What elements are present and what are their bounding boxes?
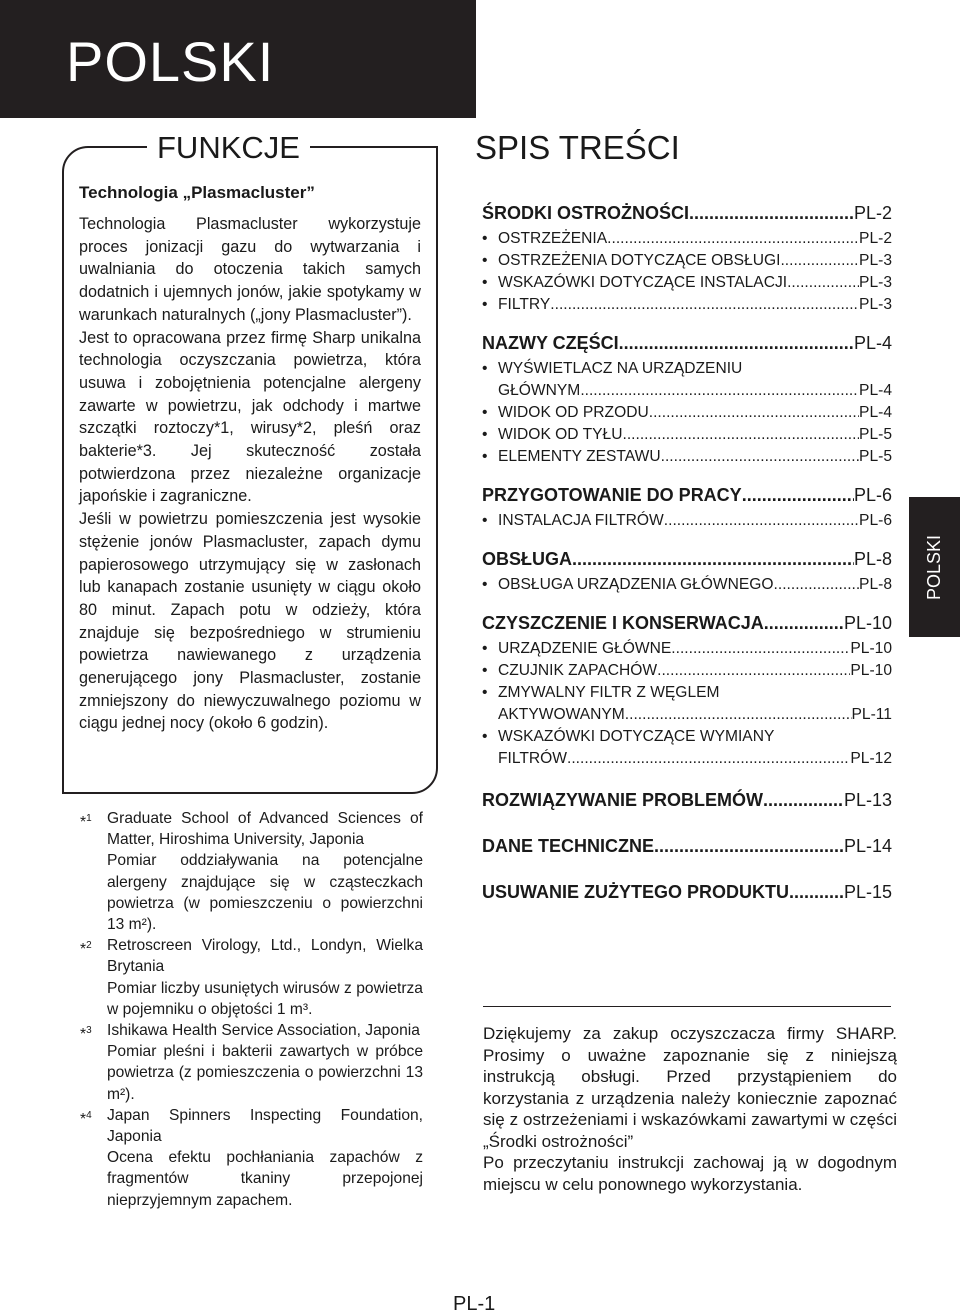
- toc-section: [482, 880, 892, 904]
- toc-page-number: PL-2: [853, 203, 892, 223]
- toc-subentry[interactable]: • OBSŁUGA URZĄDZENIA GŁÓWNEGO ..... PL-8: [482, 574, 892, 596]
- thank-you-note: [483, 1023, 897, 1195]
- toc-subentry-title: OSTRZEŻENIA: [498, 230, 608, 247]
- toc-page-number: PL-12: [850, 750, 892, 767]
- toc-page-number: PL-8: [853, 549, 892, 569]
- toc-entry[interactable]: [482, 834, 892, 858]
- toc-subentry[interactable]: • ELEMENTY ZESTAWU ..... PL-5: [482, 446, 892, 468]
- toc-entry[interactable]: [482, 547, 892, 571]
- toc-section: [482, 331, 892, 468]
- toc-page-number: PL-3: [859, 274, 892, 291]
- toc-page-number: PL-10: [850, 640, 892, 657]
- toc-entry[interactable]: [482, 483, 892, 507]
- toc-page-number: PL-3: [859, 252, 892, 269]
- footnote-marker: *$^1$: [80, 813, 92, 832]
- footnote-marker: *$^2$: [80, 940, 92, 959]
- features-heading: FUNKCJE: [147, 130, 310, 166]
- features-paragraph: Technologia Plasmacluster wykorzystuje proces jonizacji gazu do wytwarzania i uwalniania do otoczenia takich samych dodatnich i ujemnych jonów, jakie spotykamy w warunkach naturalnych („jony Plasmacluster”).: [79, 215, 421, 324]
- footnote-description: Pomiar pleśni i bakterii zawartych w próbce powietrza (z pomieszczenia o powierzchni 13 m²).: [107, 1043, 423, 1103]
- thank-you-paragraph: Dziękujemy za zakup oczyszczacza firmy SHARP. Prosimy o uważne zapoznanie się z niniejszą instrukcją obsługi. Przed przystąpieniem do korzystania z urządzenia należy koniecznie zapoznać się z ostrzeżeniami i wskazówkami zawartymi w części „Środki ostrożności”: [483, 1024, 897, 1151]
- toc-subentry[interactable]: • WIDOK OD TYŁU ..... PL-5: [482, 424, 892, 446]
- footnote-marker: *$^4$: [80, 1109, 92, 1129]
- toc-entry[interactable]: [482, 880, 892, 904]
- toc-subentry-title: AKTYWOWANYM: [498, 706, 625, 723]
- footnote-description: Pomiar oddziaływania na potencjalne alergeny znajdujące się w cząsteczkach powietrza (w pomieszczeniu o powierzchni 13 m²).: [107, 852, 423, 934]
- toc-subentry-title: FILTRY: [498, 296, 551, 313]
- footnote-description: Pomiar liczby usuniętych wirusów z powietrza w pojemniku o objętości 1 m³.: [107, 979, 423, 1018]
- footnote-description: Ocena efektu pochłaniania zapachów z fragmentów tkaniny przepojonej nieprzyjemnym zapachem.: [107, 1149, 423, 1209]
- footnote: [80, 1105, 423, 1211]
- footnote-organization: Retroscreen Virology, Ltd., Londyn, Wielka Brytania: [107, 937, 423, 976]
- toc-subentry-title: WSKAZÓWKI DOTYCZĄCE INSTALACJI: [498, 274, 788, 291]
- toc-subentry-title: OBSŁUGA URZĄDZENIA GŁÓWNEGO: [498, 576, 774, 593]
- toc-subentry[interactable]: • CZUJNIK ZAPACHÓW ..... PL-10: [482, 660, 892, 682]
- features-paragraph: Jest to opracowana przez firmę Sharp unikalna technologia oczyszczania powietrza, która usuwa i zobojętnienia potencjalne alergeny zawarte w powietrzu, jak odchody i martwe szczątki roztoczy*1, wirusy*2, pleśń oraz bakterie*3. Jej skuteczność została potwierdzona przez niezależne organizacje japońskie i zagraniczne.: [79, 328, 421, 506]
- toc-entry-title: DANE TECHNICZNE: [482, 836, 655, 856]
- toc-section: [482, 547, 892, 596]
- toc-subentry-title: WIDOK OD TYŁU: [498, 426, 623, 443]
- toc-subentry[interactable]: • WIDOK OD PRZODU ..... PL-4: [482, 402, 892, 424]
- toc-page-number: PL-4: [859, 382, 892, 399]
- toc-page-number: PL-6: [859, 512, 892, 529]
- toc-entry-title: ŚRODKI OSTROŻNOŚCI: [482, 203, 690, 223]
- divider: [483, 1006, 891, 1007]
- toc-entry-title: OBSŁUGA: [482, 549, 572, 569]
- thank-you-paragraph: Po przeczytaniu instrukcji zachowaj ją w dogodnym miejscu w celu ponownego wykorzystania.: [483, 1153, 897, 1194]
- footnote: [80, 808, 423, 935]
- plasmacluster-heading: Technologia „Plasmacluster”: [79, 183, 315, 202]
- toc-subentry-continued[interactable]: [482, 704, 892, 726]
- toc-subentry[interactable]: • WSKAZÓWKI DOTYCZĄCE WYMIANY: [482, 726, 892, 748]
- toc-page-number: PL-11: [851, 706, 892, 723]
- features-paragraph: Jeśli w powietrzu pomieszczenia jest wysokie stężenie jonów Plasmacluster, zapach dymu papierosowego utrzymujący się w zasłonach lub kanapach zostanie usunięty w ciągu około 80 minut. Zapach potu w odzieży, która znajduje się bezpośredniego w strumieniu powietrza nawiewanego z urządzenia generującego jony Plasmacluster, zostanie zmniejszony do niewyczuwalnego poziomu w ciągu jednej nocy (około 6 godzin).: [79, 510, 421, 733]
- table-of-contents: [482, 201, 892, 919]
- page-title: POLSKI: [66, 30, 275, 93]
- toc-subentry-title: FILTRÓW: [498, 750, 568, 767]
- footnote-organization: Japan Spinners Inspecting Foundation, Japonia: [107, 1106, 423, 1146]
- toc-section: [482, 788, 892, 812]
- toc-page-number: PL-13: [843, 790, 892, 810]
- toc-entry[interactable]: [482, 331, 892, 355]
- toc-subentry-title: GŁÓWNYM: [498, 382, 581, 399]
- toc-page-number: PL-14: [843, 836, 892, 856]
- toc-page-number: PL-6: [853, 485, 892, 505]
- footnote-marker: *$^3$: [80, 1025, 92, 1044]
- toc-page-number: PL-3: [859, 296, 892, 313]
- toc-page-number: PL-10: [843, 613, 892, 633]
- toc-entry-title: USUWANIE ZUŻYTEGO PRODUKTU: [482, 882, 790, 902]
- toc-entry-title: CZYSZCZENIE I KONSERWACJA: [482, 613, 764, 633]
- toc-section: [482, 483, 892, 532]
- toc-subentry-title: ELEMENTY ZESTAWU: [498, 448, 661, 465]
- toc-subentry-continued[interactable]: [482, 748, 892, 770]
- toc-page-number: PL-4: [859, 404, 892, 421]
- toc-subentry-title: OSTRZEŻENIA DOTYCZĄCE OBSŁUGI: [498, 252, 781, 269]
- toc-page-number: PL-5: [859, 448, 892, 465]
- toc-title: SPIS TREŚCI: [475, 129, 680, 166]
- toc-subentry-title: CZUJNIK ZAPACHÓW: [498, 662, 658, 679]
- toc-subentry-title: URZĄDZENIE GŁÓWNE: [498, 640, 672, 657]
- toc-entry-title: PRZYGOTOWANIE DO PRACY: [482, 485, 742, 505]
- footnote-organization: Ishikawa Health Service Association, Japonia: [107, 1022, 420, 1040]
- toc-section: [482, 611, 892, 770]
- toc-subentry-title: WSKAZÓWKI DOTYCZĄCE WYMIANY: [498, 728, 775, 745]
- footnote: [80, 935, 423, 1020]
- toc-subentry[interactable]: • URZĄDZENIE GŁÓWNE ..... PL-10: [482, 638, 892, 660]
- toc-subentry[interactable]: • ZMYWALNY FILTR Z WĘGLEM: [482, 682, 892, 704]
- footnotes: [80, 808, 423, 1211]
- toc-entry-title: ROZWIĄZYWANIE PROBLEMÓW: [482, 790, 763, 810]
- toc-page-number: PL-5: [859, 426, 892, 443]
- toc-subentry-title: INSTALACJA FILTRÓW: [498, 512, 664, 529]
- footnote: [80, 1020, 423, 1105]
- toc-page-number: PL-10: [850, 662, 892, 679]
- features-text: [79, 213, 421, 735]
- toc-subentry[interactable]: • FILTRY ..... PL-3: [482, 294, 892, 316]
- page-number: PL-1: [453, 1293, 496, 1315]
- toc-page-number: PL-15: [843, 882, 892, 902]
- toc-page-number: PL-4: [853, 333, 892, 353]
- language-side-tab-label-wrap: [909, 497, 960, 637]
- toc-subentry[interactable]: • INSTALACJA FILTRÓW ..... PL-6: [482, 510, 892, 532]
- toc-subentry-title: ZMYWALNY FILTR Z WĘGLEM: [498, 684, 720, 701]
- toc-subentry[interactable]: • OSTRZEŻENIA ..... PL-2: [482, 228, 892, 250]
- toc-entry[interactable]: [482, 788, 892, 812]
- toc-subentry-continued[interactable]: [482, 380, 892, 402]
- toc-section: [482, 834, 892, 858]
- toc-page-number: PL-2: [859, 230, 892, 247]
- toc-subentry-title: WYŚWIETLACZ NA URZĄDZENIU: [498, 360, 743, 377]
- toc-subentry[interactable]: • WYŚWIETLACZ NA URZĄDZENIU: [482, 358, 892, 380]
- footnote-organization: Graduate School of Advanced Sciences of Matter, Hiroshima University, Japonia: [107, 810, 423, 849]
- toc-section: [482, 201, 892, 316]
- toc-subentry[interactable]: • WSKAZÓWKI DOTYCZĄCE INSTALACJI ..... PL-3: [482, 272, 892, 294]
- toc-entry-title: NAZWY CZĘŚCI: [482, 333, 619, 353]
- toc-page-number: PL-8: [859, 576, 892, 593]
- toc-entry[interactable]: [482, 201, 892, 225]
- toc-subentry-title: WIDOK OD PRZODU: [498, 404, 649, 421]
- features-body: [79, 182, 421, 735]
- toc-subentry[interactable]: • OSTRZEŻENIA DOTYCZĄCE OBSŁUGI ..... PL-3: [482, 250, 892, 272]
- language-side-tab-label: POLSKI: [924, 534, 944, 600]
- toc-entry[interactable]: [482, 611, 892, 635]
